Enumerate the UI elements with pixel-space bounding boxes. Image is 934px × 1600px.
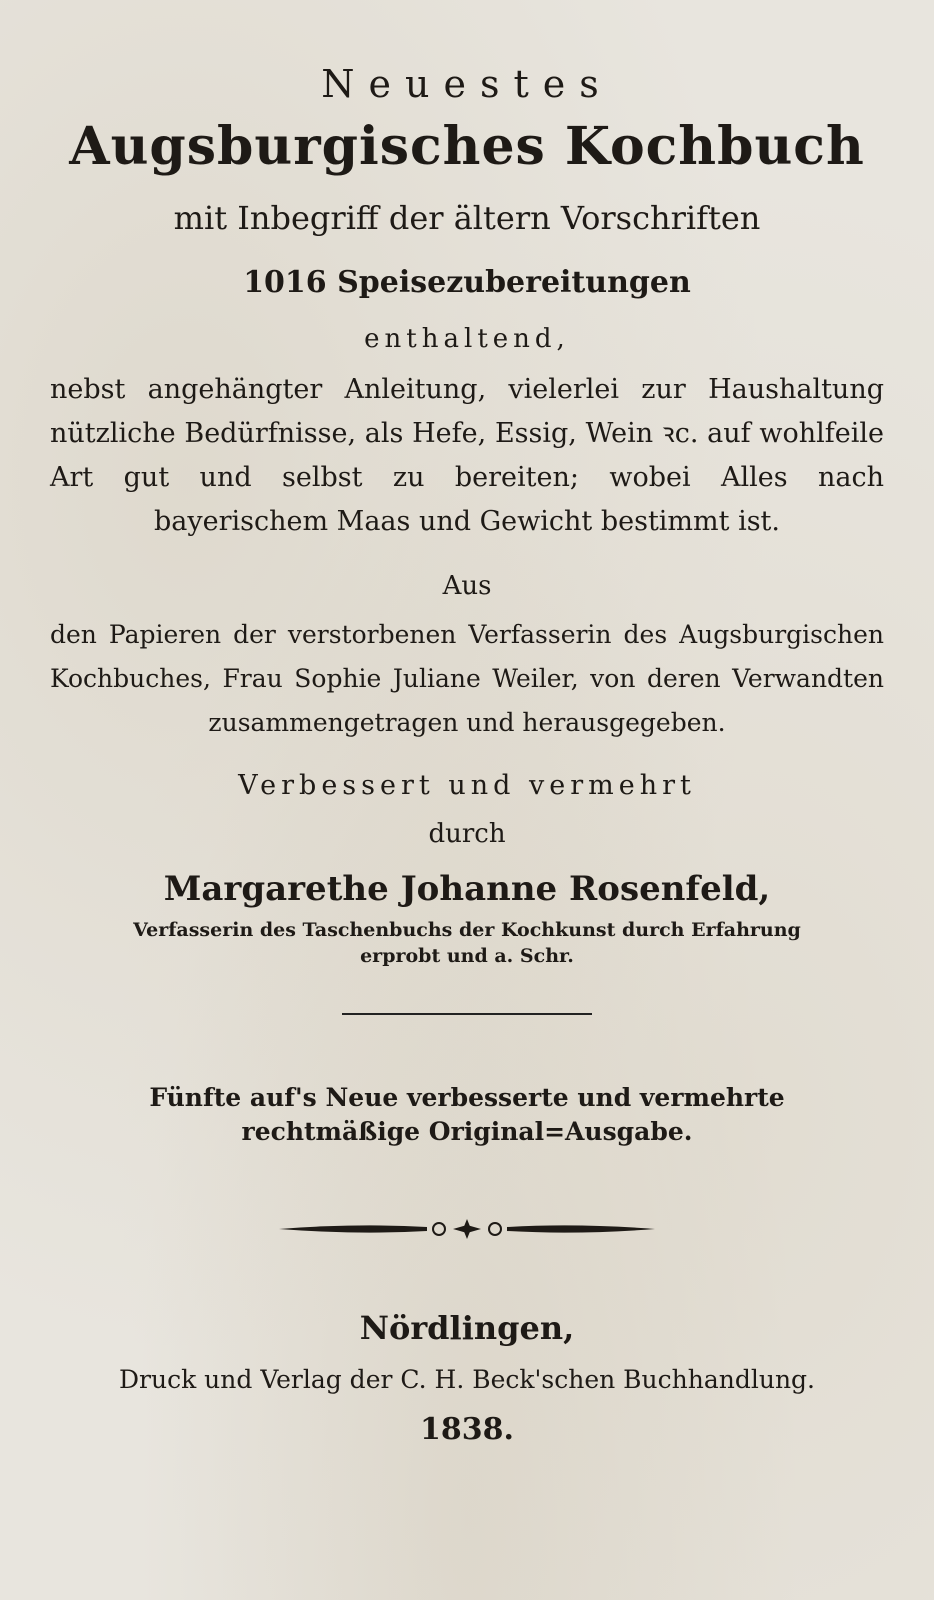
author-note: Verfasserin des Taschenbuchs der Kochkunst durch Erfahrung erprobt und a. Schr. <box>133 919 801 967</box>
recipe-count: 1016 Speisezubereitungen <box>243 265 691 300</box>
aus-line: Aus <box>442 571 492 601</box>
divider-rule <box>342 1013 592 1015</box>
description-paragraph: nebst angehängter Anleitung, vielerlei zur Haushaltung nützliche Bedürfnisse, als Hefe, Essig, Wein ꝛc. auf wohlfeile Art gut und selbst zu bereiten; wobei Alles nach bayerischem Maas und Gewicht bestimmt ist. <box>50 374 884 537</box>
improved-line: Verbessert und vermehrt <box>238 770 696 801</box>
origin-paragraph: den Papieren der verstorbenen Verfasserin des Augsburgischen Kochbuches, Frau Sophie Juliane Weiler, von deren Verwandten zusammengetragen und herausgegeben. <box>50 620 884 737</box>
author-name: Margarethe Johanne Rosenfeld, <box>163 869 771 909</box>
durch-line: durch <box>428 819 506 849</box>
main-title: Augsburgisches Kochbuch <box>69 116 865 177</box>
enthaltend-line: enthaltend, <box>364 324 570 354</box>
year: 1838. <box>420 1412 514 1447</box>
edition-note: Fünfte auf's Neue verbesserte und vermehrte rechtmäßige Original=Ausgabe. <box>149 1083 785 1146</box>
subtitle: mit Inbegriff der ältern Vorschriften <box>173 199 761 237</box>
place: Nördlingen, <box>359 1309 575 1347</box>
title-neuestes: Neuestes <box>321 62 613 106</box>
publisher: Druck und Verlag der C. H. Beck'schen Buchhandlung. <box>118 1365 816 1394</box>
ornament-divider <box>277 1217 657 1241</box>
